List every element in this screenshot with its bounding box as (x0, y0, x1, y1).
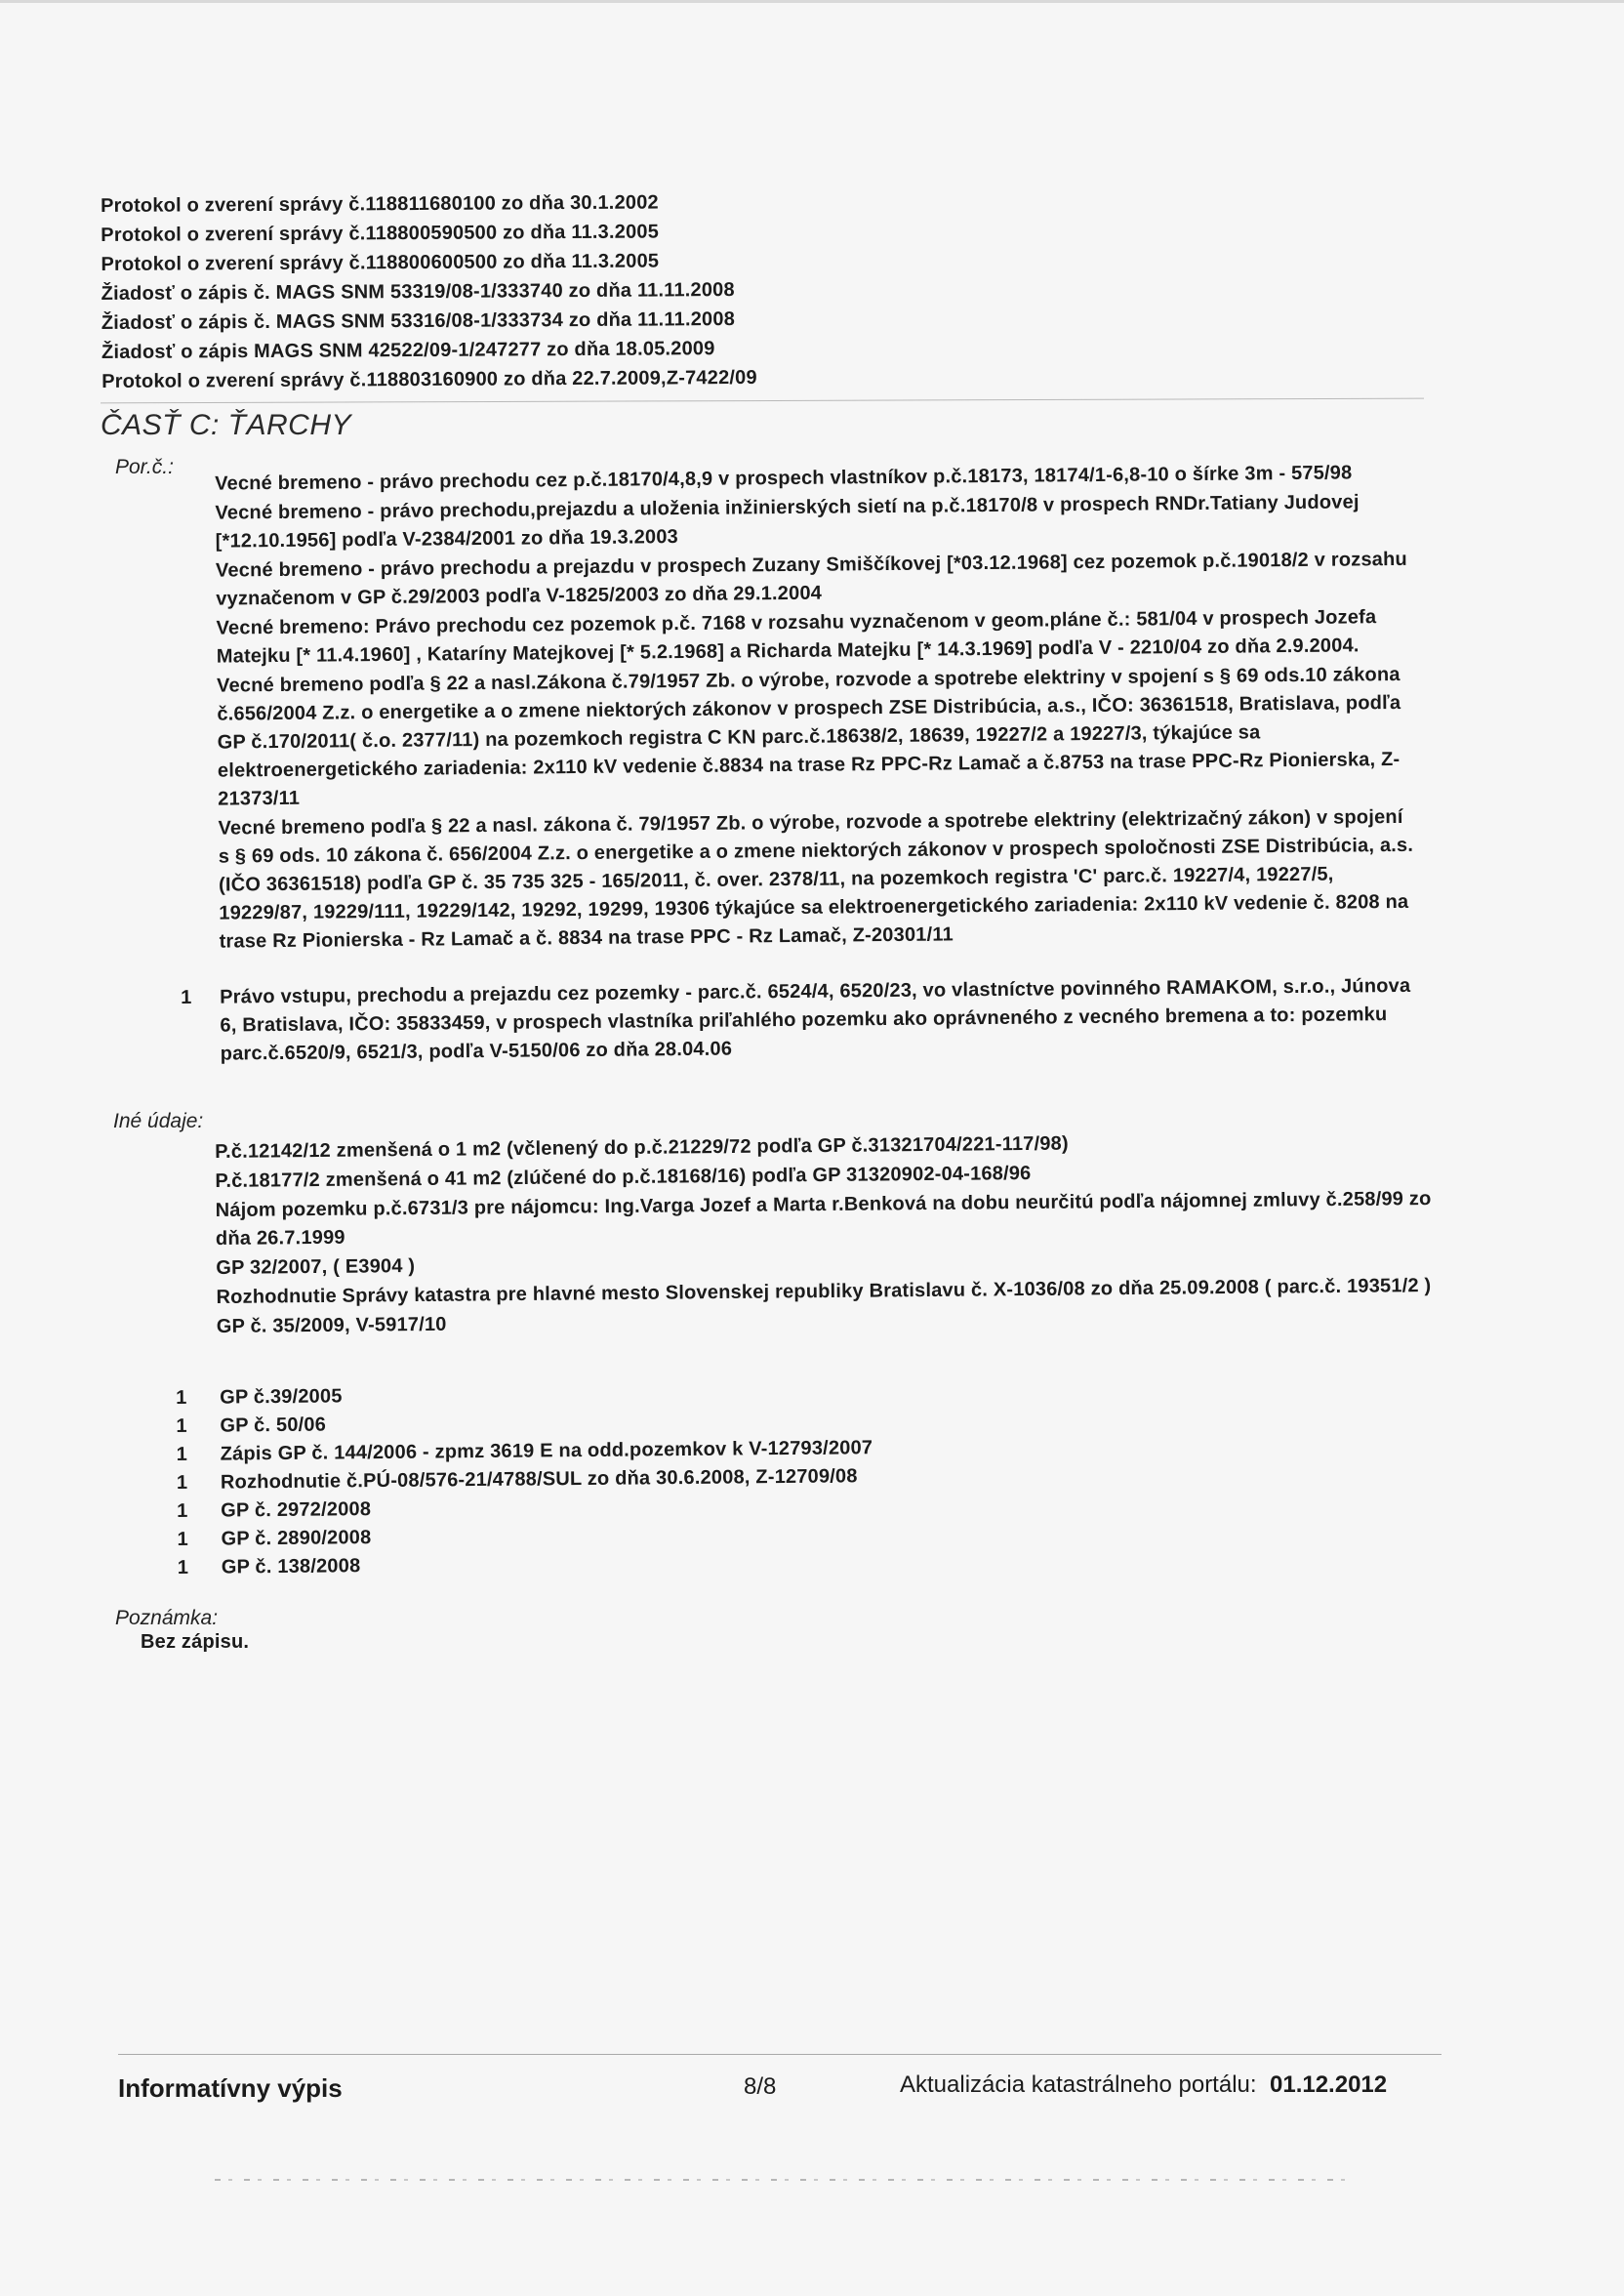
protocol-line: Protokol o zverení správy č.118811680100 zo dňa 30.1.2002 (101, 191, 659, 217)
footer-divider (118, 2054, 1441, 2055)
other-data-text: Rozhodnutie Správy katastra pre hlavné mesto Slovenskej republiky Bratislavu č. X-1036/08 zo dňa 25.09.2008 ( parc.č. 19351/2 ) (216, 1275, 1432, 1308)
list-item (216, 603, 1417, 672)
other-data-label: Iné údaje: (113, 1110, 204, 1132)
other-data-text: Nájom pozemku p.č.6731/3 pre nájomcu: Ing.Varga Jozef a Marta r.Benková na dobu neurčitú podľa nájomnej zmluvy č.258/99 zo dňa 26.7.1999 (215, 1188, 1432, 1250)
section-divider (101, 398, 1424, 404)
scan-artifact (215, 2179, 1357, 2181)
encumbrance-text: Vecné bremeno podľa § 22 a nasl. zákona č. 79/1957 Zb. o výrobe, rozvode a spotrebe elektriny (elektrizačný zákon) v spojení s § 69 ods. 10 zákona č. 656/2004 Z.z. o energetike a o zmene niektorých zákonov v prospech spoločnosti ZSE Distribúcia, a.s. (IČO 36361518) podľa GP č. 35 735 325 - 165/2011, č. over. 2378/11, na pozemkoch registra 'C' parc.č. 19227/4, 19227/5, 19229/87, 19229/111, 19229/142, 19292, 19299, 19306 týkajúce sa elektroenergetického zariadenia: 2x110 kV vedenie č. 8208 na trase Rz Pionierska - Rz Lamač a č. 8834 na trase PPC - Rz Lamač, Z-20301/11 (218, 805, 1414, 953)
gp-text: GP č. 50/06 (220, 1414, 327, 1437)
other-data-text: GP č. 35/2009, V-5917/10 (216, 1313, 447, 1337)
por-label: Por.č.: (115, 456, 174, 478)
entry-number: 1 (177, 1499, 188, 1522)
encumbrance-text: Vecné bremeno - právo prechodu,prejazdu a uloženia inžinierských sietí na p.č.18170/8 v prospech RNDr.Tatiany Judovej [*12.10.1956] podľa V-2384/2001 zo dňa 19.3.2003 (215, 491, 1360, 553)
encumbrance-list (176, 459, 1421, 1069)
entry-number: 1 (176, 1414, 187, 1437)
list-item (178, 1547, 874, 1582)
entry-number: 1 (176, 1471, 188, 1494)
gp-text: GP č. 138/2008 (221, 1555, 361, 1578)
protocol-line: Žiadosť o zápis č. MAGS SNM 53316/08-1/333734 zo dňa 11.11.2008 (101, 308, 736, 334)
portal-update-label: Aktualizácia katastrálneho portálu: (900, 2071, 1257, 2098)
portal-update-date: 01.12.2012 (1270, 2071, 1388, 2098)
other-data-text: P.č.18177/2 zmenšená o 41 m2 (zlúčené do p.č.18168/16) podľa GP 31320902-04-168/96 (215, 1162, 1032, 1192)
protocol-line: Žiadosť o zápis č. MAGS SNM 53319/08-1/333740 zo dňa 11.11.2008 (101, 279, 735, 305)
protocol-line: Protokol o zverení správy č.118800600500 zo dňa 11.3.2005 (101, 250, 660, 275)
entry-number: 1 (177, 1556, 189, 1578)
page-number: 8/8 (744, 2073, 777, 2100)
entry-number: 1 (177, 1528, 188, 1550)
encumbrance-text: Vecné bremeno: Právo prechodu cez pozemok p.č. 7168 v rozsahu vyznačenom v geom.pláne č.: 581/04 v prospech Jozefa Matejku [* 11.4.1960] , Kataríny Matejkovej [* 5.2.1968] a Richarda Matejku [* 14.3.1969] podľa V - 2210/04 zo dňa 2.9.2004. (216, 606, 1377, 668)
encumbrance-text: Vecné bremeno podľa § 22 a nasl.Zákona č.79/1957 Zb. o výrobe, rozvode a spotrebe elektriny v spojení s § 69 ods.10 zákona č.656/2004 Z.z. o energetike a o zmene niektorých zákonov v prospech ZSE Distribúcia, a.s., IČO: 36361518, Bratislava, podľa GP č.170/2011( č.o. 2377/11) na pozemkoch registra C KN parc.č.18638/2, 18639, 19227/2 a 19227/3, týkajúce sa elektroenergetického zariadenia: 2x110 kV vedenie č.8834 na trase Rz PPC-Rz Lamač a č.8753 na trase PPC-Rz Pionierska, Z-21373/11 (217, 663, 1401, 810)
protocol-line: Protokol o zverení správy č.118800590500 zo dňa 11.3.2005 (101, 221, 660, 246)
gp-text: GP č.39/2005 (220, 1385, 343, 1409)
encumbrance-text: Vecné bremeno - právo prechodu a prejazdu v prospech Zuzany Smiščíkovej [*03.12.1968] cez pozemok p.č.19018/2 v rozsahu vyznačenom v GP č.29/2003 podľa V-1825/2003 zo dňa 29.1.2004 (215, 548, 1407, 610)
entry-number: 1 (176, 1443, 188, 1465)
note-text: Bez zápisu. (141, 1631, 250, 1653)
list-item (217, 661, 1418, 814)
other-data-list (215, 1127, 1456, 1341)
scan-edge (0, 0, 1624, 3)
footer-title: Informatívny výpis (118, 2073, 343, 2103)
entry-number: 1 (176, 1386, 187, 1409)
gp-list (176, 1377, 873, 1582)
section-title: ČASŤ C: ŤARCHY (101, 409, 352, 441)
gp-text: GP č. 2890/2008 (221, 1527, 372, 1550)
list-item (216, 546, 1417, 614)
encumbrance-text: Právo vstupu, prechodu a prejazdu cez pozemky - parc.č. 6524/4, 6520/23, vo vlastníctve povinného RAMAKOM, s.r.o., Júnova 6, Bratislava, IČO: 35833459, v prospech vlastníka priľahlého pozemku ako oprávneného z vecného bremena a to: pozemku parc.č.6520/9, 6521/3, podľa V-5150/06 zo dňa 28.04.06 (220, 974, 1411, 1065)
protocol-list (101, 183, 1468, 396)
note-label: Poznámka: (115, 1607, 219, 1629)
encumbrance-text: Vecné bremeno - právo prechodu cez p.č.18170/4,8,9 v prospech vlastníkov p.č.18173, 18174/1-6,8-10 o šírke 3m - 575/98 (215, 462, 1353, 495)
protocol-line: Žiadosť o zápis MAGS SNM 42522/09-1/247277 zo dňa 18.05.2009 (101, 338, 715, 363)
gp-text: Rozhodnutie č.PÚ-08/576-21/4788/SUL zo dňa 30.6.2008, Z-12709/08 (220, 1465, 858, 1494)
other-data-text: GP 32/2007, ( E3904 ) (216, 1255, 416, 1279)
entry-number: 1 (181, 986, 192, 1008)
gp-text: GP č. 2972/2008 (221, 1498, 372, 1522)
protocol-line: Protokol o zverení správy č.118803160900 zo dňa 22.7.2009,Z-7422/09 (102, 366, 757, 392)
list-item (181, 972, 1421, 1069)
list-item (216, 1185, 1455, 1253)
list-item (218, 803, 1419, 957)
list-item (215, 488, 1416, 556)
other-data-text: P.č.12142/12 zmenšená o 1 m2 (včlenený do p.č.21229/72 podľa GP č.31321704/221-117/98) (215, 1132, 1069, 1163)
gp-text: Zápis GP č. 144/2006 - zpmz 3619 E na odd.pozemkov k V-12793/2007 (220, 1437, 873, 1465)
